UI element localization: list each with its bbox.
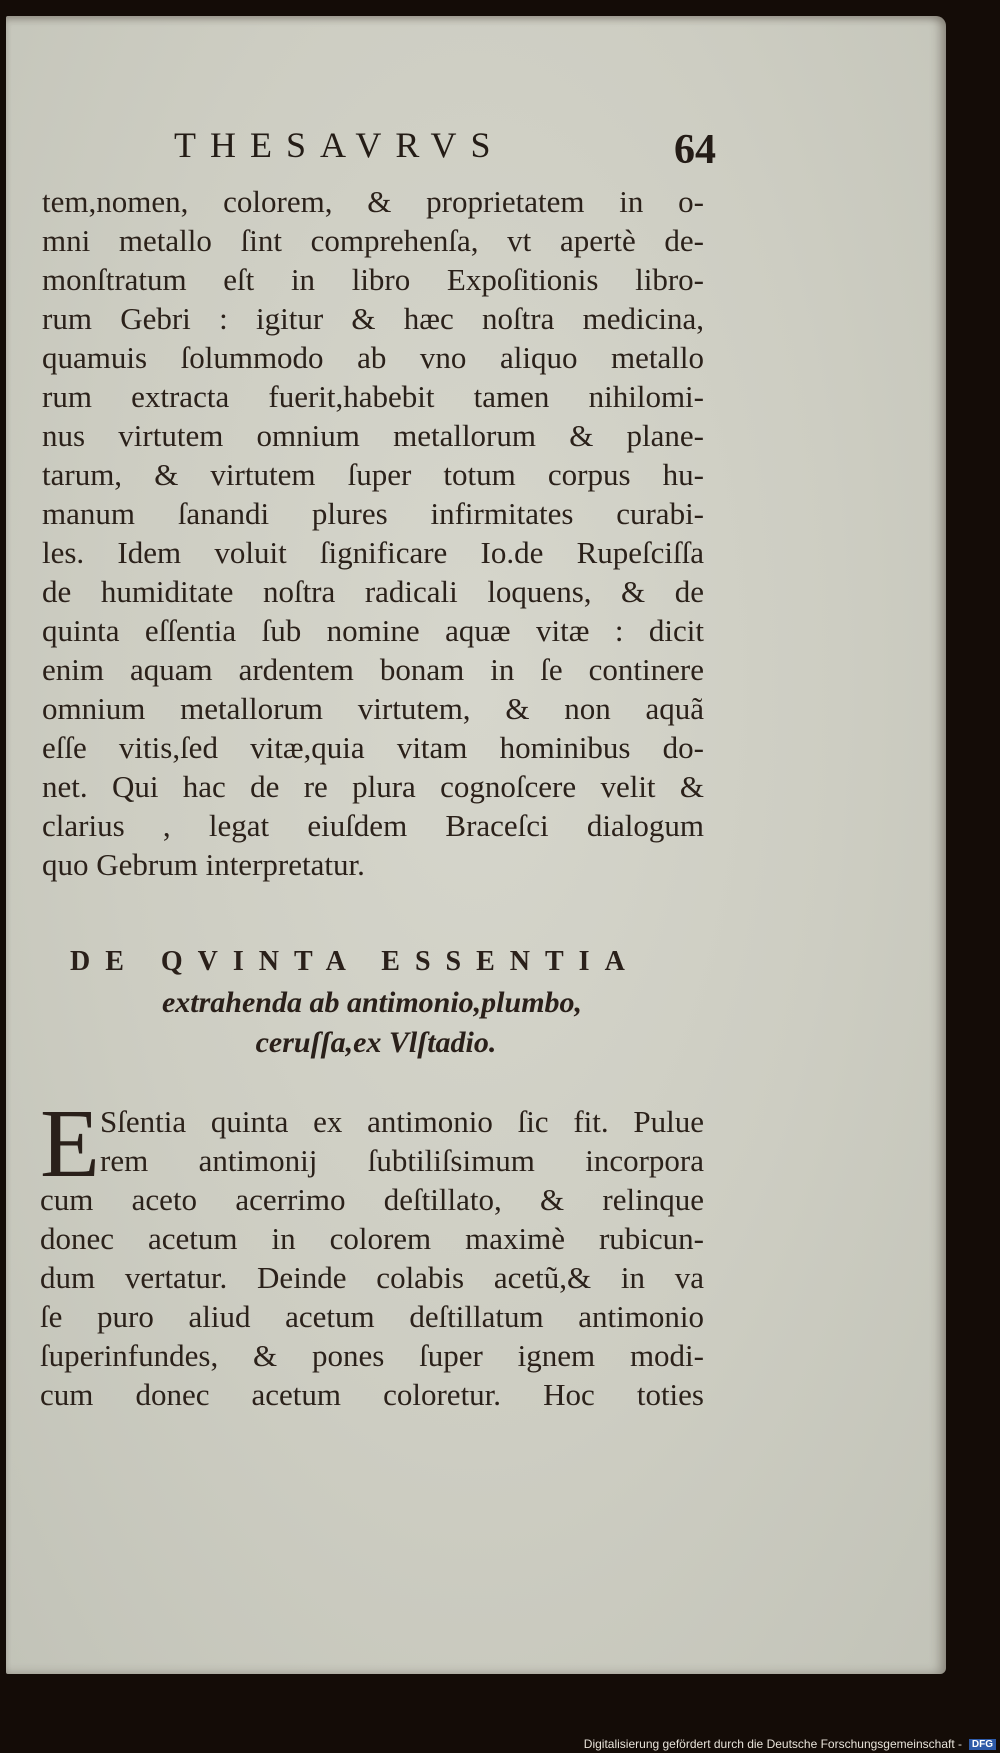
text-line: Sſentia quinta ex antimonio ſic fit. Pulue <box>100 1104 704 1139</box>
text-line: cum donec acetum coloretur. Hoc toties <box>40 1377 704 1412</box>
text-line: monſtratum eſt in libro Expoſitionis libro- <box>42 262 704 297</box>
text-line: ſuperinfundes, & pones ſuper ignem modi- <box>40 1338 704 1373</box>
dfg-logo: DFG <box>969 1739 996 1750</box>
text-line: cum aceto acerrimo deſtillato, & relinque <box>40 1182 704 1217</box>
text-line: enim aquam ardentem bonam in ſe continere <box>42 652 704 687</box>
text-line: net. Qui hac de re plura cognoſcere velit & <box>42 769 704 804</box>
text-line: quamuis ſolummodo ab vno aliquo metallo <box>42 340 704 375</box>
text-line: ſe puro aliud acetum deſtillatum antimonio <box>40 1299 704 1334</box>
text-line: rum Gebri : igitur & hæc noſtra medicina, <box>42 301 704 336</box>
footer-bar <box>0 1731 1000 1753</box>
text-line: tem,nomen, colorem, & proprietatem in o- <box>42 184 704 219</box>
book-page <box>6 16 946 1674</box>
text-line: rem antimonij ſubtiliſsimum incorpora <box>100 1143 704 1178</box>
text-line: clarius , legat eiuſdem Braceſci dialogum <box>42 808 704 843</box>
paragraph-1 <box>42 182 704 884</box>
text-line: mni metallo ſint comprehenſa, vt apertè de- <box>42 223 704 258</box>
text-line: nus virtutem omnium metallorum & plane- <box>42 418 704 453</box>
section-subheading: extrahenda ab antimonio,plumbo, <box>161 986 583 1019</box>
page-number: 64 <box>674 127 716 173</box>
text-line-last: quo Gebrum interpretatur. <box>42 847 365 882</box>
text-line: les. Idem voluit ſignificare Io.de Rupeſciſſa <box>42 535 704 570</box>
text-line: quinta eſſentia ſub nomine aquæ vitæ : dicit <box>42 613 704 648</box>
text-line: de humiditate noſtra radicali loquens, & de <box>42 574 704 609</box>
drop-capital: E <box>40 1090 100 1198</box>
text-line: eſſe vitis,ſed vitæ,quia vitam hominibus do- <box>42 730 704 765</box>
text-line: manum ſanandi plures infirmitates curabi- <box>42 496 704 531</box>
funding-credit: Digitalisierung gefördert durch die Deutsche Forschungsgemeinschaft - <box>583 1737 962 1751</box>
section-heading: DE QVINTA ESSENTIA <box>70 946 640 977</box>
text-line: donec acetum in colorem maximè rubicun- <box>40 1221 704 1256</box>
section-subheading: ceruſſa,ex Vlſtadio. <box>255 1026 497 1059</box>
text-line: omnium metallorum virtutem, & non aquã <box>42 691 704 726</box>
text-line: tarum, & virtutem ſuper totum corpus hu- <box>42 457 704 492</box>
text-line: rum extracta fuerit,habebit tamen nihilomi- <box>42 379 704 414</box>
running-head: THESAVRVS <box>174 125 505 165</box>
text-line: dum vertatur. Deinde colabis acetũ,& in va <box>40 1260 704 1295</box>
paragraph-2 <box>40 1090 704 1414</box>
